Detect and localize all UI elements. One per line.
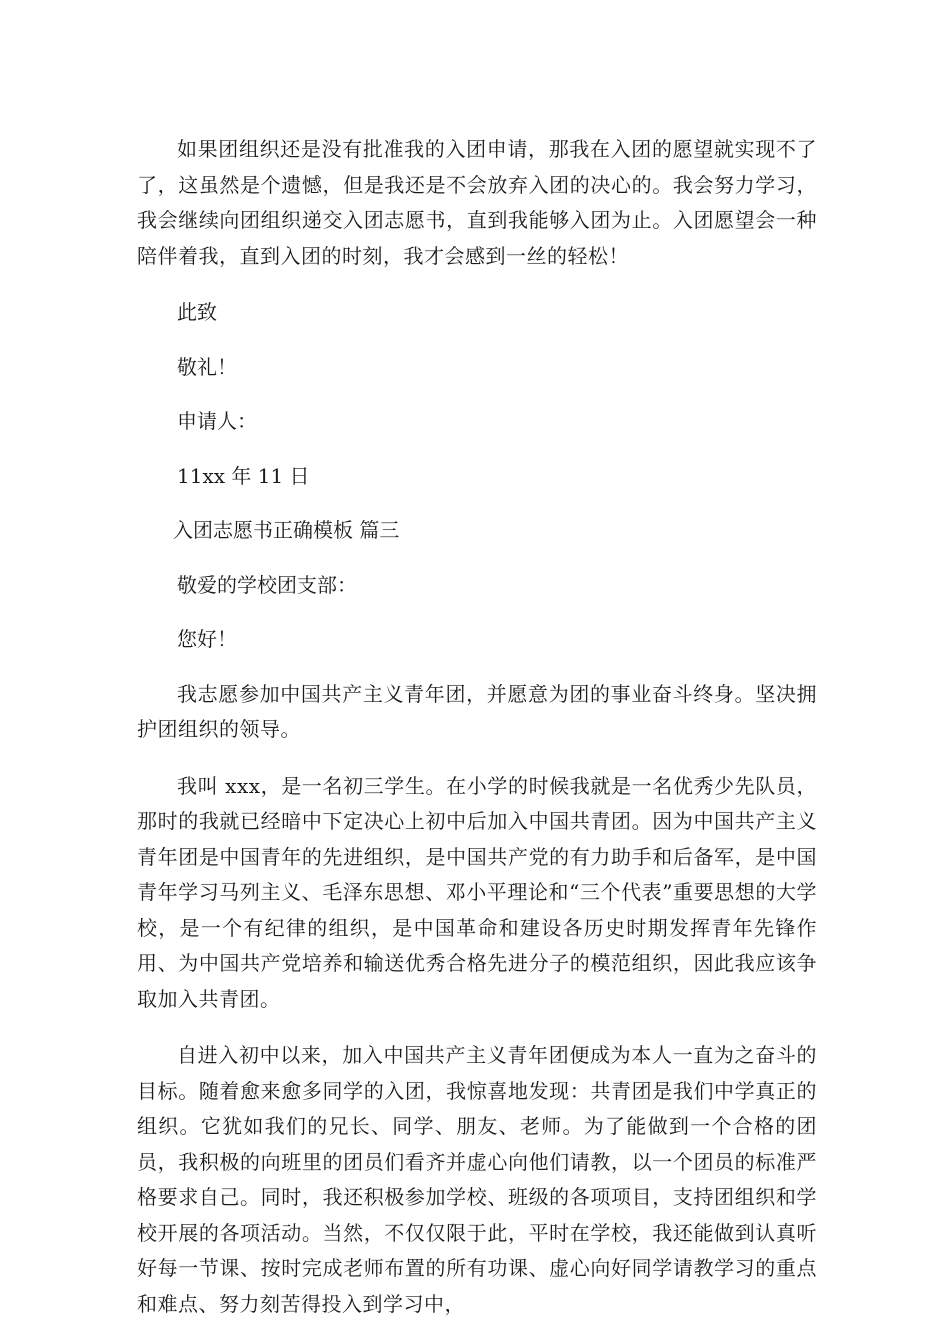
paragraph-continuation: 如果团组织还是没有批准我的入团申请，那我在入团的愿望就实现不了了，这虽然是个遗憾，但是我还是不会放弃入团的决心的。我会努力学习，我会继续向团组织递交入团志愿书，直到我能够入团为止。入团愿望会一种陪伴着我，直到入团的时刻，我才会感到一丝的轻松！ — [137, 137, 817, 268]
paragraph-volunteer: 我志愿参加中国共产主义青年团，并愿意为团的事业奋斗终身。坚决拥护团组织的领导。 — [137, 681, 817, 741]
document-body — [137, 132, 817, 1343]
paragraph-self-introduction: 我叫 xxx，是一名初三学生。在小学的时候我就是一名优秀少先队员，那时的我就已经暗中下定决心上初中后加入中国共青团。因为中国共产主义青年团是中国青年的先进组织，是中国共产党的有力助手和后备军，是中国青年学习马列主义、毛泽东思想、邓小平理论和“三个代表”重要思想的大学校，是一个有纪律的组织，是中国革命和建设各历史时期发挥青年先锋作用、为中国共产党培养和输送优秀合格先进分子的模范组织，因此我应该争取加入共青团。 — [137, 773, 817, 1011]
section-title: 入团志愿书正确模板 篇三 — [173, 518, 400, 542]
date-line: 11xx 年 11 日 — [177, 463, 310, 488]
greeting: 您好！ — [177, 627, 237, 651]
paragraph-middle-school: 自进入初中以来，加入中国共产主义青年团便成为本人一直为之奋斗的目标。随着愈来愈多同学的入团，我惊喜地发现：共青团是我们中学真正的组织。它犹如我们的兄长、同学、朋友、老师。为了能做到一个合格的团员，我积极的向班里的团员们看齐并虚心向他们请教，以一个团员的标准严格要求自己。同时，我还积极参加学校、班级的各项项目，支持团组织和学校开展的各项活动。当然，不仅仅限于此，平时在学校，我还能做到认真听好每一节课、按时完成老师布置的所有功课、虚心向好同学请教学习的重点和难点、努力刻苦得投入到学习中， — [137, 1043, 817, 1316]
salutation: 敬爱的学校团支部： — [177, 572, 357, 597]
applicant-label: 申请人： — [177, 409, 257, 433]
closing-line-ci-zhi: 此致 — [177, 300, 217, 324]
closing-line-jing-li: 敬礼！ — [177, 354, 237, 379]
